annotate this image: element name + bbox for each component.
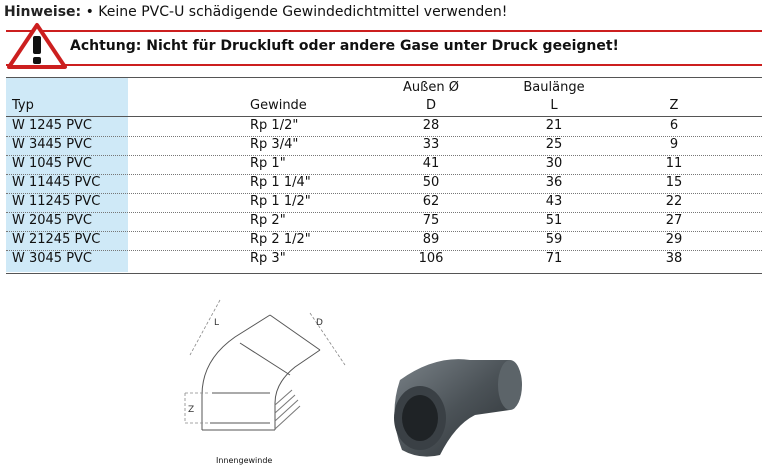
row-typ: W 1245 PVC — [12, 118, 93, 133]
drawing-label-d: D — [316, 318, 323, 328]
row-d: 75 — [422, 213, 440, 228]
header-l: L — [550, 98, 558, 113]
row-gewinde: Rp 1 1/2" — [250, 194, 311, 209]
row-typ: W 11445 PVC — [12, 175, 101, 190]
row-z: 29 — [665, 232, 683, 247]
row-gewinde: Rp 1 1/4" — [250, 175, 311, 190]
row-gewinde: Rp 3/4" — [250, 137, 299, 152]
row-d: 28 — [422, 118, 440, 133]
row-gewinde: Rp 1" — [250, 156, 286, 171]
row-l: 43 — [545, 194, 563, 209]
drawing-label-thread: Innengewinde — [216, 456, 273, 465]
row-l: 71 — [545, 251, 563, 266]
drawing-label-z: Z — [188, 405, 195, 415]
header-gewinde: Gewinde — [250, 98, 307, 113]
row-z: 38 — [665, 251, 683, 266]
row-l: 36 — [545, 175, 563, 190]
drawing-label-l: L — [214, 318, 220, 328]
row-l: 25 — [545, 137, 563, 152]
row-z: 9 — [669, 137, 679, 152]
row-l: 21 — [545, 118, 563, 133]
row-d: 89 — [422, 232, 440, 247]
row-z: 27 — [665, 213, 683, 228]
row-z: 15 — [665, 175, 683, 190]
row-typ: W 21245 PVC — [12, 232, 101, 247]
row-d: 62 — [422, 194, 440, 209]
product-photo-elbow — [380, 330, 530, 465]
row-l: 30 — [545, 156, 563, 171]
row-gewinde: Rp 2" — [250, 213, 286, 228]
header-typ: Typ — [12, 98, 34, 113]
warning-triangle-icon — [6, 22, 68, 70]
row-z: 6 — [669, 118, 679, 133]
row-gewinde: Rp 2 1/2" — [250, 232, 311, 247]
row-typ: W 3045 PVC — [12, 251, 93, 266]
product-table — [6, 77, 762, 274]
row-l: 51 — [545, 213, 563, 228]
row-d: 33 — [422, 137, 440, 152]
row-typ: W 11245 PVC — [12, 194, 101, 209]
row-d: 50 — [422, 175, 440, 190]
row-typ: W 3445 PVC — [12, 137, 93, 152]
hint-line — [4, 4, 507, 20]
row-l: 59 — [545, 232, 563, 247]
row-typ: W 1045 PVC — [12, 156, 93, 171]
row-d: 41 — [422, 156, 440, 171]
header-divider — [6, 116, 762, 117]
row-typ: W 2045 PVC — [12, 213, 93, 228]
warning-text: Achtung: Nicht für Druckluft oder andere Gase unter Druck geeignet! — [70, 38, 619, 54]
header-l-top: Baulänge — [523, 80, 585, 95]
hint-label: Hinweise: — [4, 4, 82, 20]
row-d: 106 — [418, 251, 444, 266]
row-gewinde: Rp 3" — [250, 251, 286, 266]
row-z: 11 — [665, 156, 683, 171]
hint-text: • Keine PVC-U schädigende Gewindedichtmittel verwenden! — [85, 4, 508, 20]
header-z: Z — [669, 98, 679, 113]
technical-drawing — [180, 295, 360, 455]
row-z: 22 — [665, 194, 683, 209]
header-d: D — [425, 98, 436, 113]
header-d-top: Außen Ø — [403, 80, 459, 95]
row-gewinde: Rp 1/2" — [250, 118, 299, 133]
